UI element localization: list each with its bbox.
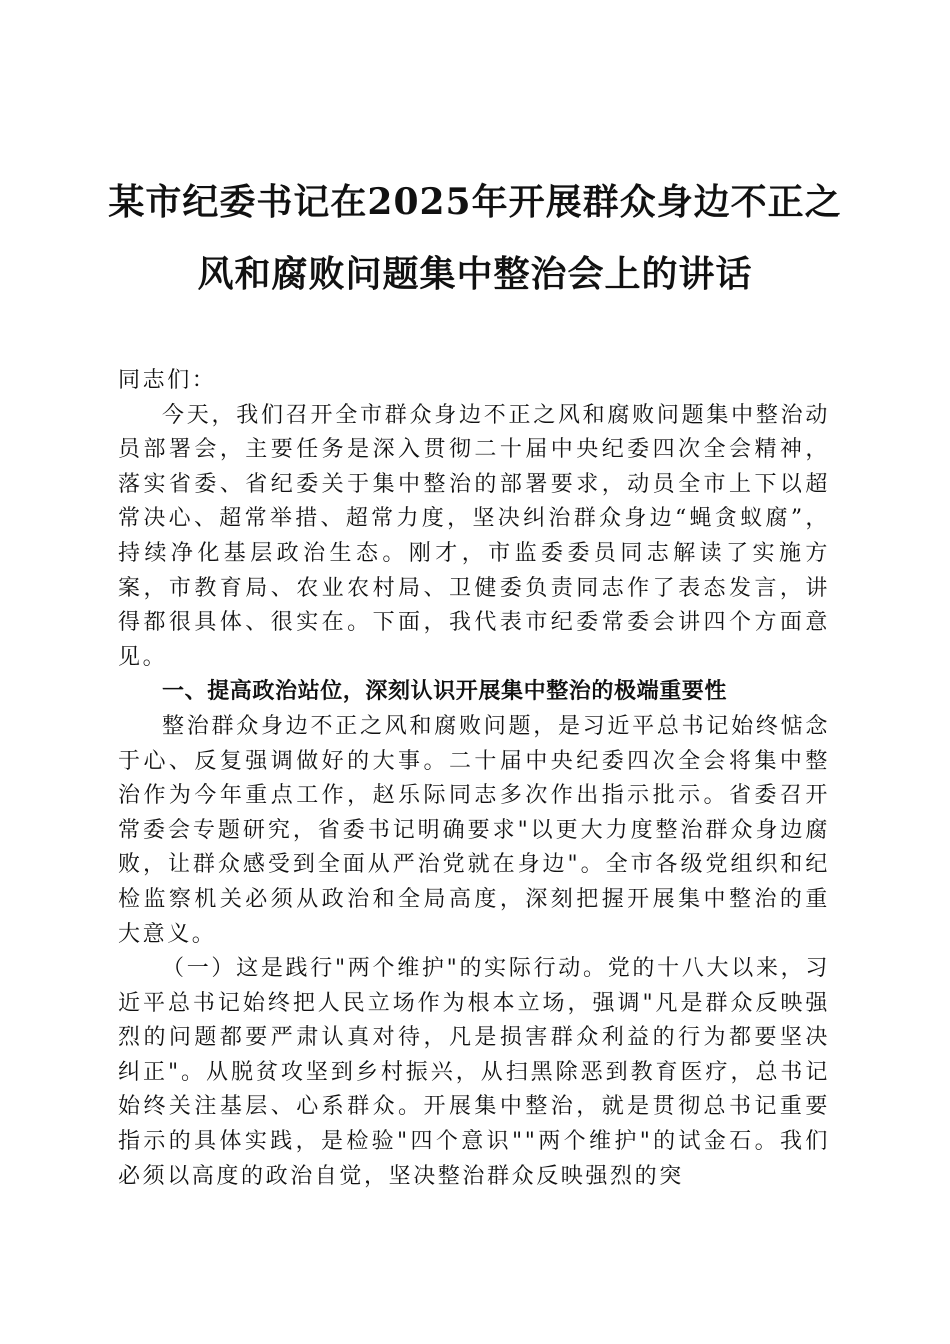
document-body <box>118 364 830 1194</box>
title-line-1: 某市纪委书记在2025年开展群众身边不正之 <box>108 181 842 223</box>
paragraph-section-1-intro: 整治群众身边不正之风和腐败问题，是习近平总书记始终惦念于心、反复强调做好的大事。二十届中央纪委四次全会将集中整治作为今年重点工作，赵乐际同志多次作出指示批示。省委召开常委会专题研究，省委书记明确要求"以更大力度整治群众身边腐败，让群众感受到全面从严治党就在身边"。全市各级党组织和纪检监察机关必须从政治和全局高度，深刻把握开展集中整治的重大意义。 <box>118 713 830 947</box>
paragraph-subsection-1: （一）这是践行"两个维护"的实际行动。党的十八大以来，习近平总书记始终把人民立场作为根本立场，强调"凡是群众反映强烈的问题都要严肃认真对待，凡是损害群众利益的行为都要坚决纠正"。从脱贫攻坚到乡村振兴，从扫黑除恶到教育医疗，总书记始终关注基层、心系群众。开展集中整治，就是贯彻总书记重要指示的具体实践，是检验"四个意识""两个维护"的试金石。我们必须以高度的政治自觉，坚决整治群众反映强烈的突 <box>118 956 830 1189</box>
salutation: 同志们： <box>118 368 217 393</box>
section-heading-1: 一、提高政治站位，深刻认识开展集中整治的极端重要性 <box>162 679 728 705</box>
paragraph-opening: 今天，我们召开全市群众身边不正之风和腐败问题集中整治动员部署会，主要任务是深入贯彻二十届中央纪委四次全会精神，落实省委、省纪委关于集中整治的部署要求，动员全市上下以超常决心、超常举措、超常力度，坚决纠治群众身边“蝇贪蚁腐”，持续净化基层政治生态。刚才，市监委委员同志解读了实施方案，市教育局、农业农村局、卫健委负责同志作了表态发言，讲得都很具体、很实在。下面，我代表市纪委常委会讲四个方面意见。 <box>118 402 830 670</box>
title-line-2: 风和腐败问题集中整治会上的讲话 <box>197 253 753 295</box>
document-title <box>100 166 850 310</box>
